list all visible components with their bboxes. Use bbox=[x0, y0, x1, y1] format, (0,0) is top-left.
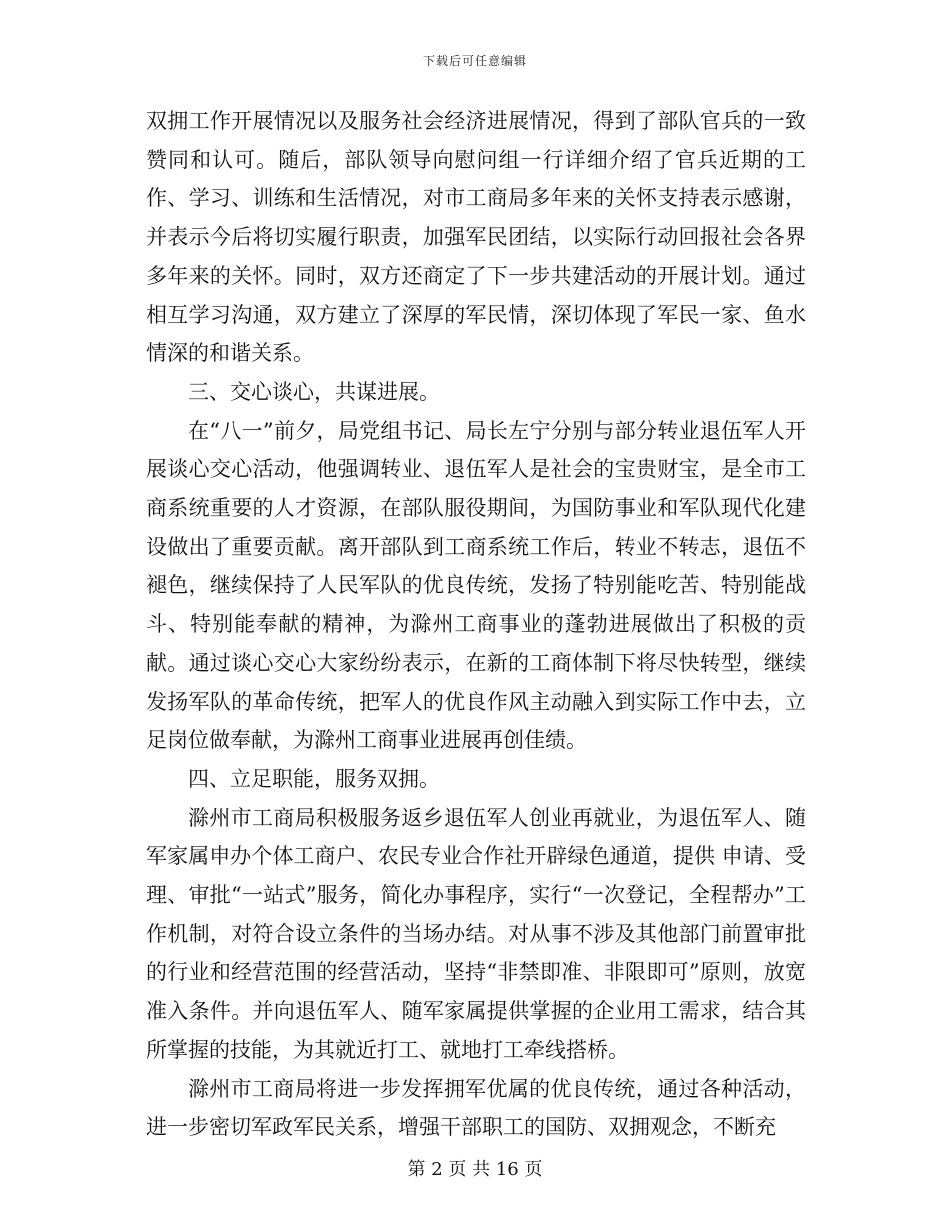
section-heading-4: 四、立足职能，服务双拥。 bbox=[188, 766, 440, 791]
page-footer: 第 2 页 共 16 页 bbox=[407, 1159, 543, 1180]
paragraph-3: 滁州市工商局积极服务返乡退伍军人创业再就业，为退伍军人、随军家属申办个体工商户、农民专业合作社开辟绿色通道，提供 申请、受理、审批“一站式”服务，简化办事程序，实行“一次登记，全程帮办”工作机制，对符合设立条件的当场办结。对从事不涉及其他部门前置审批的行业和经营范围的经营活动，坚持“非禁即准、非限即可”原则，放宽准入条件。并向退伍军人、随军家属提供掌握的企业用工需求，结合其所掌握的技能，为其就近打工、就地打工牵线搭桥。 bbox=[146, 805, 806, 1062]
page-header: 下载后可任意编辑 bbox=[422, 54, 527, 68]
document-body bbox=[146, 102, 806, 1147]
paragraph-1: 双拥工作开展情况以及服务社会经济进展情况，得到了部队官兵的一致赞同和认可。随后，部队领导向慰问组一行详细介绍了官兵近期的工作、学习、训练和生活情况，对市工商局多年来的关怀支持表示感谢，并表示今后将切实履行职责，加强军民团结，以实际行动回报社会各界多年来的关怀。同时，双方还商定了下一步共建活动的开展计划。通过相互学习沟通，双方建立了深厚的军民情，深切体现了军民一家、鱼水情深的和谐关系。 bbox=[146, 109, 806, 366]
paragraph-4: 滁州市工商局将进一步发挥拥军优属的优良传统，通过各种活动，进一步密切军政军民关系，增强干部职工的国防、双拥观念，不断充 bbox=[146, 1076, 806, 1140]
paragraph-2: 在“八一”前夕，局党组书记、局长左宁分别与部分转业退伍军人开展谈心交心活动，他强调转业、退伍军人是社会的宝贵财宝，是全市工商系统重要的人才资源，在部队服役期间，为国防事业和军队现代化建设做出了重要贡献。离开部队到工商系统工作后，转业不转志，退伍不褪色，继续保持了人民军队的优良传统，发扬了特别能吃苦、特别能战斗、特别能奉献的精神，为滁州工商事业的蓬勃进展做出了积极的贡献。通过谈心交心大家纷纷表示，在新的工商体制下将尽快转型，继续发扬军队的革命传统，把军人的优良作风主动融入到实际工作中去，立足岗位做奉献，为滁州工商事业进展再创佳绩。 bbox=[146, 418, 806, 753]
section-heading-3: 三、交心谈心，共谋进展。 bbox=[188, 379, 440, 404]
